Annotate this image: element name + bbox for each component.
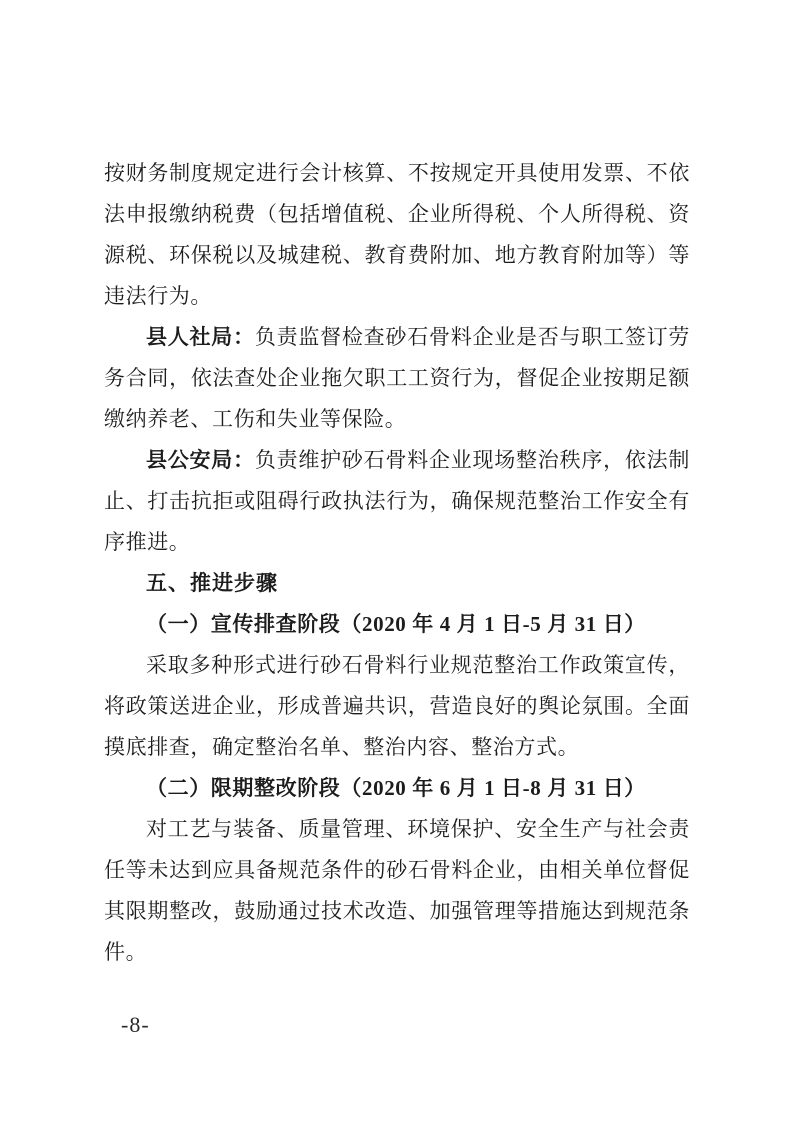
heading-stage-1-publicity-screening: （一）宣传排查阶段（2020 年 4 月 1 日-5 月 31 日） (146, 612, 646, 636)
paragraph-text: 负责监督检查砂石骨料企业是否与职工签订劳务合同，依法查处企业拖欠职工工资行为，督促企业按期足额缴纳养老、工伤和失业等保险。 (104, 325, 691, 431)
paragraph-renshe-bureau (104, 317, 690, 440)
paragraph-public-security-bureau (104, 440, 690, 563)
bold-lead-public-security-bureau: 县公安局： (146, 448, 255, 472)
heading-stage-2-rectification: （二）限期整改阶段（2020 年 6 月 1 日-8 月 31 日） (146, 776, 646, 800)
heading-section-5-promotion-steps: 五、推进步骤 (146, 572, 278, 595)
paragraph-stage-2-description: 对工艺与装备、质量管理、环境保护、安全生产与社会责任等未达到应具备规范条件的砂石骨料企业，由相关单位督促其限期整改，鼓励通过技术改造、加强管理等措施达到规范条件。 (104, 817, 690, 964)
paragraph-text: 负责维护砂石骨料企业现场整治秩序，依法制止、打击抗拒或阻碍行政执法行为，确保规范整治工作安全有序推进。 (104, 448, 691, 554)
paragraph-stage-1-description: 采取多种形式进行砂石骨料行业规范整治工作政策宣传，将政策送进企业，形成普遍共识，营造良好的舆论氛围。全面摸底排查，确定整治名单、整治内容、整治方式。 (104, 653, 690, 759)
bold-lead-renshe-bureau: 县人社局： (146, 325, 255, 349)
page-number: -8- (121, 1012, 150, 1037)
document-body (104, 153, 690, 973)
paragraph-tax-violations: 按财务制度规定进行会计核算、不按规定开具使用发票、不依法申报缴纳税费（包括增值税、企业所得税、个人所得税、资源税、环保税以及城建税、教育费附加、地方教育附加等）等违法行为。 (104, 161, 690, 308)
